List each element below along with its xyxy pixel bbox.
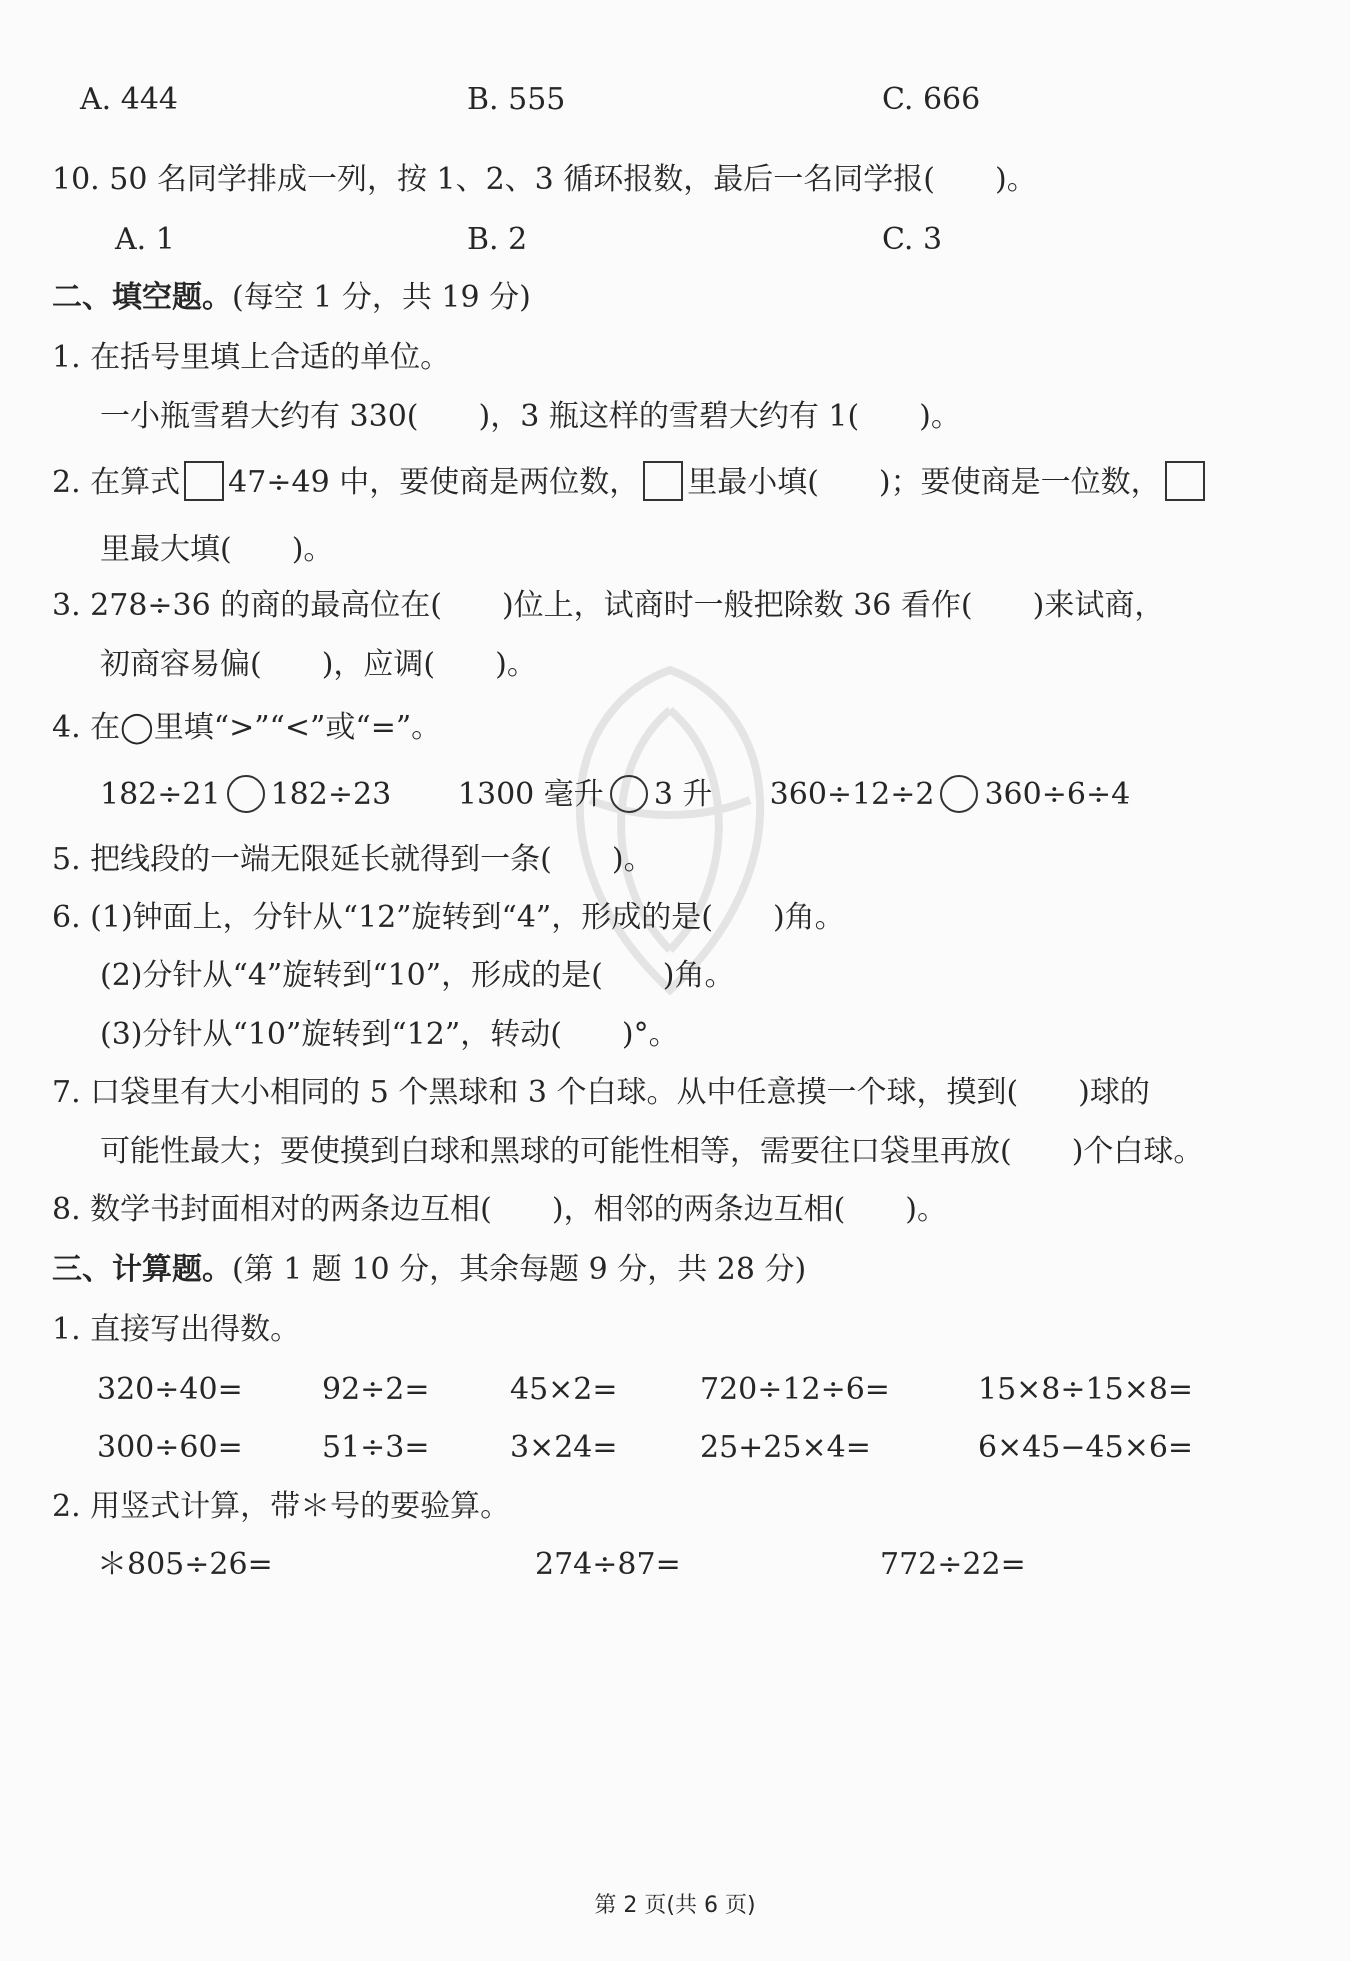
calc-item: 45×2=: [510, 1372, 618, 1407]
calc-item: 3×24=: [510, 1430, 618, 1465]
question-10: 10. 50 名同学排成一列，按 1、2、3 循环报数，最后一名同学报( )。: [52, 162, 1037, 197]
fill-q2-part2: 47÷49 中，要使商是两位数，: [228, 465, 640, 500]
calc-item: 6×45−45×6=: [978, 1430, 1194, 1465]
q4-right-2: 3 升: [653, 777, 713, 812]
q9-option-b: B. 555: [467, 82, 566, 117]
q9-option-a: A. 444: [80, 82, 178, 117]
page-footer: 第 2 页(共 6 页): [594, 1893, 756, 1918]
fill-q4: 4. 在◯里填“>”“<”或“=”。: [52, 710, 442, 745]
q4-right-1: 182÷23: [270, 777, 392, 812]
fill-q6-1: 6. (1)钟面上，分针从“12”旋转到“4”，形成的是( )角。: [52, 900, 845, 935]
fill-q3-line2: 初商容易偏( )，应调( )。: [100, 647, 537, 682]
compare-circle: [227, 775, 265, 813]
blank-box: [643, 461, 683, 501]
calc-item: 51÷3=: [322, 1430, 430, 1465]
q4-right-3: 360÷6÷4: [984, 777, 1131, 812]
fill-q7-line2: 可能性最大；要使摸到白球和黑球的可能性相等，需要往口袋里再放( )个白球。: [100, 1134, 1204, 1169]
fill-q1-content: 一小瓶雪碧大约有 330( )，3 瓶这样的雪碧大约有 1( )。: [100, 399, 961, 434]
q4-left-3: 360÷12÷2: [769, 777, 935, 812]
calc-item: 274÷87=: [535, 1547, 681, 1582]
calc-item: 25+25×4=: [700, 1430, 871, 1465]
calc-q2: 2. 用竖式计算，带＊号的要验算。: [52, 1489, 511, 1524]
fill-q4-comparisons: [100, 775, 1130, 815]
fill-q6-3: (3)分针从“10”旋转到“12”，转动( )°。: [100, 1017, 679, 1052]
fill-q3: 3. 278÷36 的商的最高位在( )位上，试商时一般把除数 36 看作( )来试商，: [52, 588, 1165, 623]
calc-item: 15×8÷15×8=: [978, 1372, 1194, 1407]
fill-q8: 8. 数学书封面相对的两条边互相( )，相邻的两条边互相( )。: [52, 1192, 947, 1227]
fill-q6-2: (2)分针从“4”旋转到“10”，形成的是( )角。: [100, 958, 735, 993]
fill-q2-part1: 2. 在算式: [52, 465, 181, 500]
calc-item: 720÷12÷6=: [700, 1372, 890, 1407]
fill-q2: [52, 461, 1209, 503]
section-2-title: 二、填空题。: [52, 280, 232, 315]
section-3-heading: [52, 1250, 806, 1290]
compare-circle: [610, 775, 648, 813]
fill-q2-part3: 里最小填( )；要使商是一位数，: [687, 465, 1161, 500]
section-3-title: 三、计算题。: [52, 1252, 232, 1287]
fill-q5: 5. 把线段的一端无限延长就得到一条( )。: [52, 842, 654, 877]
fill-q2-line2: 里最大填( )。: [100, 532, 334, 567]
fill-q1: 1. 在括号里填上合适的单位。: [52, 340, 451, 375]
q9-option-c: C. 666: [882, 82, 981, 117]
section-2-note: (每空 1 分，共 19 分): [232, 280, 531, 315]
q4-left-2: 1300 毫升: [457, 777, 604, 812]
section-3-note: (第 1 题 10 分，其余每题 9 分，共 28 分): [232, 1252, 807, 1287]
calc-q1: 1. 直接写出得数。: [52, 1312, 301, 1347]
compare-circle: [940, 775, 978, 813]
q10-option-b: B. 2: [467, 222, 528, 257]
blank-box: [1165, 461, 1205, 501]
section-2-heading: [52, 278, 531, 318]
calc-item: 320÷40=: [97, 1372, 243, 1407]
calc-item: 300÷60=: [97, 1430, 243, 1465]
blank-box: [184, 461, 224, 501]
fill-q7: 7. 口袋里有大小相同的 5 个黑球和 3 个白球。从中任意摸一个球，摸到( )球的: [52, 1075, 1150, 1110]
q4-left-1: 182÷21: [100, 777, 221, 812]
q10-option-a: A. 1: [115, 222, 175, 257]
q10-option-c: C. 3: [882, 222, 943, 257]
calc-item: ＊805÷26=: [97, 1547, 273, 1582]
calc-item: 772÷22=: [880, 1547, 1026, 1582]
calc-item: 92÷2=: [322, 1372, 430, 1407]
